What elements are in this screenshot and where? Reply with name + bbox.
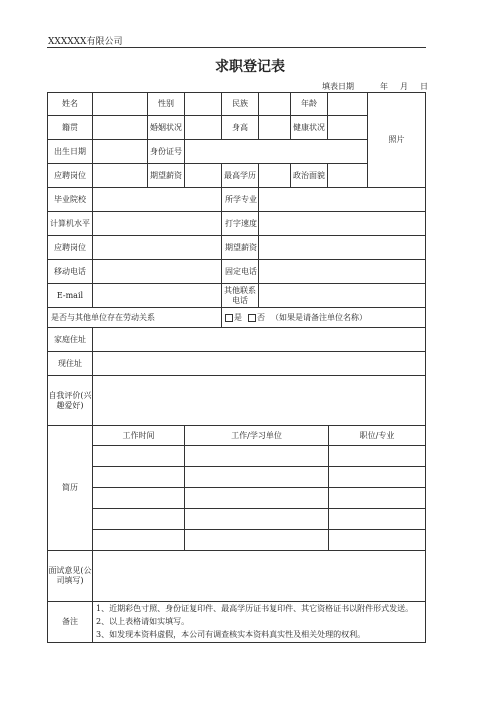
field-age[interactable] <box>327 92 368 116</box>
field-ethnicity[interactable] <box>258 92 291 116</box>
label-self-eval: 自我评价(兴趣爱好) <box>47 375 93 426</box>
field-landline[interactable] <box>258 259 426 284</box>
field-height[interactable] <box>258 115 291 140</box>
checkbox-yes[interactable] <box>225 314 233 322</box>
checkbox-no[interactable] <box>248 314 256 322</box>
field-other-contact[interactable] <box>258 283 426 308</box>
label-birth: 出生日期 <box>47 139 93 164</box>
note-1: 1、近期彩色寸照、身份证复印件、最高学历证书复印件、其它资格证书以附件形式发送。 <box>96 604 414 613</box>
field-mobile[interactable] <box>92 259 222 284</box>
label-resume: 简历 <box>47 425 93 551</box>
field-home-address[interactable] <box>92 327 426 352</box>
label-mobile: 移动电话 <box>47 259 93 284</box>
field-position[interactable] <box>92 163 148 188</box>
choice-yes-label: 是 <box>234 312 242 322</box>
form-title: 求职登记表 <box>215 59 285 75</box>
field-salary[interactable] <box>184 163 222 188</box>
field-self-eval[interactable] <box>92 375 426 426</box>
label-salary: 期望薪资 <box>147 163 185 188</box>
resume-unit-5[interactable] <box>184 529 329 551</box>
field-interview[interactable] <box>92 550 426 602</box>
field-id-no[interactable] <box>184 139 368 164</box>
field-health[interactable] <box>327 115 368 140</box>
fill-date-label: 填表日期 <box>322 82 354 91</box>
label-interview: 面试意见(公司填写) <box>47 550 93 602</box>
field-birth[interactable] <box>92 139 148 164</box>
labor-relation-choices <box>221 307 426 328</box>
header-job: 职位/专业 <box>328 425 426 446</box>
label-gender: 性别 <box>147 92 185 116</box>
label-email: E-mail <box>47 283 93 308</box>
resume-time-3[interactable] <box>92 487 185 509</box>
field-school[interactable] <box>92 187 222 212</box>
resume-unit-2[interactable] <box>184 466 329 488</box>
label-computer: 计算机水平 <box>47 211 93 236</box>
label-health: 健康状况 <box>290 115 328 140</box>
note-3: 3、如发现本资料虚假，本公司有调查核实本资料真实性及相关处理的权利。 <box>96 630 366 639</box>
label-typing: 打字速度 <box>221 211 259 236</box>
label-hometown: 籍贯 <box>47 115 93 140</box>
field-email[interactable] <box>92 283 222 308</box>
header-work-time: 工作时间 <box>92 425 185 446</box>
label-salary-2: 期望薪资 <box>221 235 259 260</box>
field-marital[interactable] <box>184 115 222 140</box>
label-name: 姓名 <box>47 92 93 116</box>
field-major[interactable] <box>258 187 426 212</box>
choice-yes[interactable] <box>225 313 242 323</box>
field-name[interactable] <box>92 92 148 116</box>
label-education: 最高学历 <box>221 163 259 188</box>
label-political: 政治面貌 <box>290 163 328 188</box>
photo-box[interactable]: 照片 <box>367 92 426 188</box>
label-ethnicity: 民族 <box>221 92 259 116</box>
label-age: 年龄 <box>290 92 328 116</box>
resume-job-3[interactable] <box>328 487 426 509</box>
company-name: XXXXXX有限公司 <box>48 37 123 47</box>
fill-date <box>322 81 428 92</box>
field-gender[interactable] <box>184 92 222 116</box>
resume-job-5[interactable] <box>328 529 426 551</box>
label-height: 身高 <box>221 115 259 140</box>
resume-time-5[interactable] <box>92 529 185 551</box>
label-remarks: 备注 <box>47 601 93 643</box>
field-education[interactable] <box>258 163 291 188</box>
field-hometown[interactable] <box>92 115 148 140</box>
label-major: 所学专业 <box>221 187 259 212</box>
label-id-no: 身份证号 <box>147 139 185 164</box>
field-salary-2[interactable] <box>258 235 426 260</box>
header-work-unit: 工作/学习单位 <box>184 425 329 446</box>
choice-no-label: 否 <box>257 312 265 322</box>
fill-date-year: 年 <box>380 82 388 91</box>
remarks-notes <box>92 601 426 643</box>
field-political[interactable] <box>327 163 368 188</box>
label-home-address: 家庭住址 <box>47 327 93 352</box>
field-current-address[interactable] <box>92 351 426 376</box>
label-school: 毕业院校 <box>47 187 93 212</box>
label-labor-relation: 是否与其他单位存在劳动关系 <box>47 307 222 328</box>
resume-job-4[interactable] <box>328 508 426 530</box>
label-other-contact: 其他联系电话 <box>221 283 259 308</box>
label-position: 应聘岗位 <box>47 163 93 188</box>
header-divider <box>47 47 426 48</box>
resume-time-4[interactable] <box>92 508 185 530</box>
resume-job-1[interactable] <box>328 445 426 467</box>
fill-date-month: 月 <box>400 82 408 91</box>
field-typing[interactable] <box>258 211 426 236</box>
label-current-address: 现住址 <box>47 351 93 376</box>
fill-date-day: 日 <box>420 82 428 91</box>
resume-unit-3[interactable] <box>184 487 329 509</box>
resume-unit-4[interactable] <box>184 508 329 530</box>
note-2: 2、以上表格请如实填写。 <box>96 617 190 626</box>
resume-unit-1[interactable] <box>184 445 329 467</box>
field-computer[interactable] <box>92 211 222 236</box>
resume-time-2[interactable] <box>92 466 185 488</box>
field-position-2[interactable] <box>92 235 222 260</box>
label-marital: 婚姻状况 <box>147 115 185 140</box>
labor-note: （如果是请备注单位名称） <box>271 312 367 322</box>
resume-time-1[interactable] <box>92 445 185 467</box>
resume-job-2[interactable] <box>328 466 426 488</box>
label-position-2: 应聘岗位 <box>47 235 93 260</box>
choice-no[interactable] <box>248 313 265 323</box>
label-landline: 固定电话 <box>221 259 259 284</box>
